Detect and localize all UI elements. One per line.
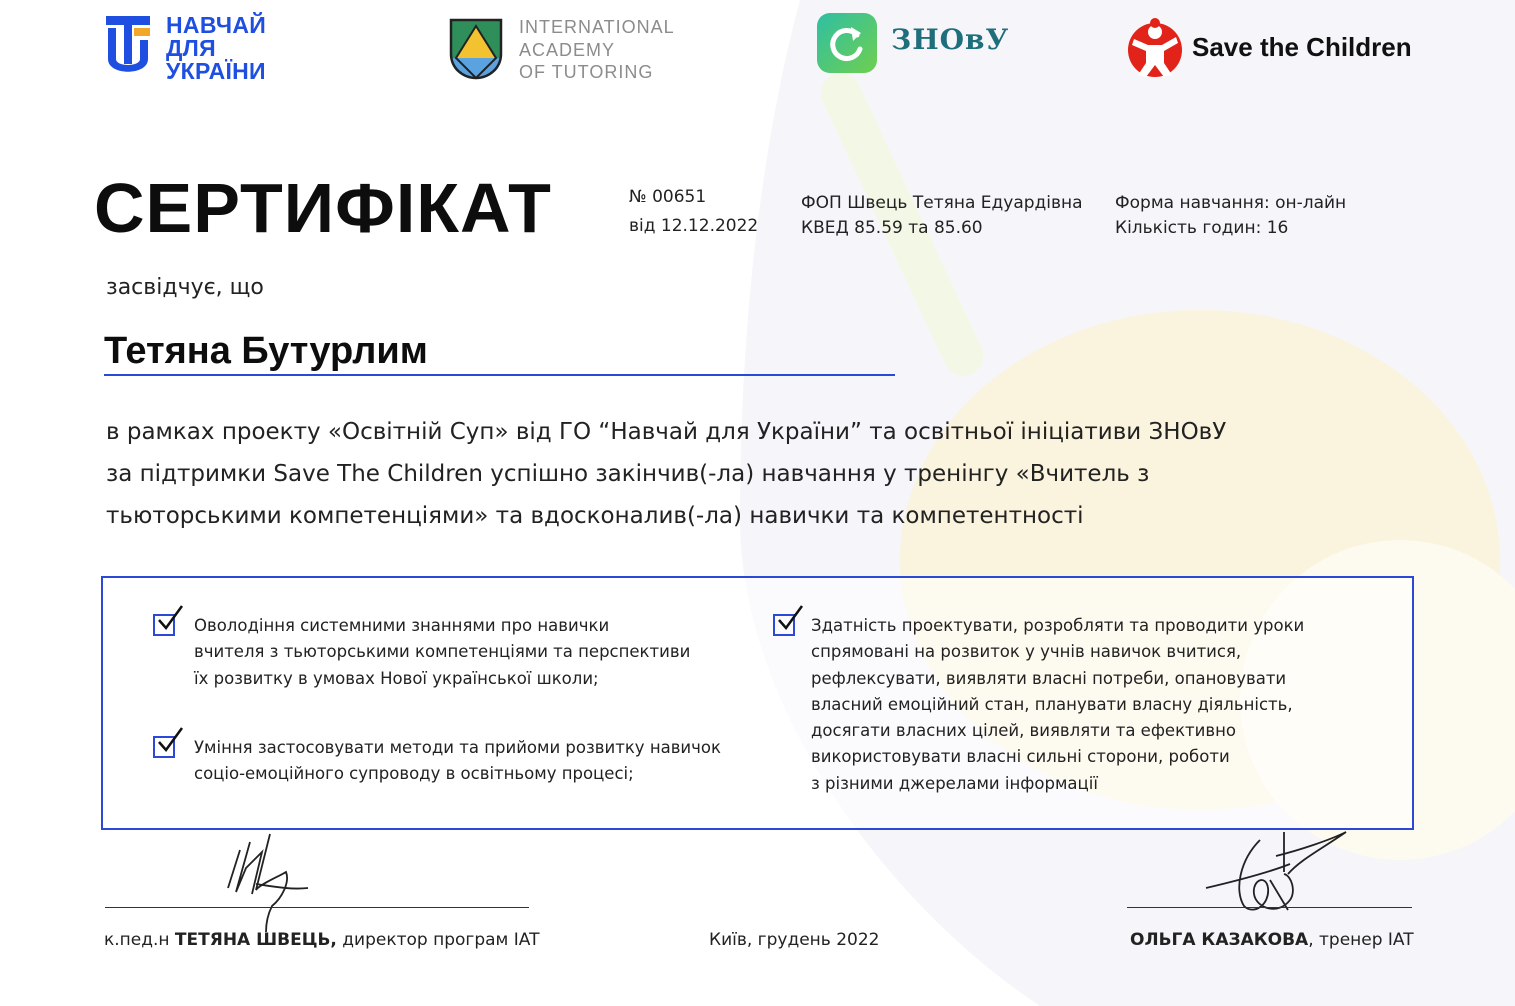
iat-line-1: INTERNATIONAL (519, 17, 675, 37)
signatory-left-name: ТЕТЯНА ШВЕЦЬ, (174, 930, 337, 950)
skill-left-1-line-3: їх розвитку в умовах Нової української школи; (194, 668, 599, 688)
skill-left-1-line-2: вчителя з тьюторськими компетенціями та перспективи (194, 642, 691, 662)
skill-right-1-line-3: рефлексувати, виявляти власні потреби, опановувати (811, 668, 1287, 688)
navchai-line-3: УКРАЇНИ (166, 58, 266, 84)
navchai-mark-icon (104, 14, 154, 84)
signatory-right (1130, 930, 1414, 950)
body-line-2: за підтримки Save The Children успішно закінчив(-ла) навчання у тренінгу «Вчитель з (106, 461, 1150, 487)
signatory-right-name: ОЛЬГА КАЗАКОВА (1130, 930, 1309, 950)
certificate-number-block (629, 185, 758, 239)
training-form: Форма навчання: он-лайн (1115, 193, 1347, 213)
checkmark-icon (155, 604, 185, 634)
kved: КВЕД 85.59 та 85.60 (801, 218, 983, 238)
skill-left-1-line-1: Оволодіння системними знаннями про навички (194, 616, 610, 635)
signatory-left-role: директор програм IAT (336, 930, 540, 950)
refresh-icon (817, 13, 879, 75)
fop-name: ФОП Швець Тетяна Едуардівна (801, 193, 1083, 213)
recipient-name: Тетяна Бутурлим (104, 330, 428, 372)
skill-left-1 (194, 613, 690, 692)
signatory-right-role: , тренер IAT (1308, 930, 1414, 950)
skill-left-2-line-2: соціо-емоційного супроводу в освітньому процесі; (194, 764, 634, 784)
navchai-line-2: ДЛЯ (166, 35, 216, 61)
certificate-title: СЕРТИФІКАТ (94, 169, 552, 247)
skill-checkbox-left-1 (153, 610, 175, 636)
signature-left (210, 828, 320, 936)
skill-left-2-line-1: Уміння застосовувати методи та прийоми розвитку навичок (194, 738, 721, 757)
child-figure-icon (1126, 17, 1184, 79)
training-hours: Кількість годин: 16 (1115, 218, 1289, 238)
place-date: Київ, грудень 2022 (709, 930, 880, 950)
skill-right-1-line-6: використовувати власні сильні сторони, роботи (811, 747, 1230, 767)
skill-checkbox-left-2 (153, 732, 175, 758)
save-the-children-wordmark: Save the Children (1192, 32, 1412, 62)
iat-line-3: OF TUTORING (519, 62, 654, 82)
certificate-number: № 00651 (629, 187, 707, 207)
signature-line-left (105, 907, 529, 908)
certificate-date: від 12.12.2022 (629, 216, 759, 236)
skill-right-1-line-5: досягати власних цілей, виявляти та ефективно (811, 721, 1236, 741)
skill-right-1-line-4: власний емоційний стан, планувати власну діяльність, (811, 694, 1293, 714)
fop-block (801, 191, 1083, 241)
navchai-line-1: НАВЧАЙ (166, 12, 267, 38)
iat-mark-icon (449, 18, 503, 80)
iat-line-2: ACADEMY (519, 39, 616, 60)
certificate-body (106, 411, 1226, 537)
znovu-wordmark: ЗНОвУ (891, 23, 1010, 56)
skill-right-1 (811, 613, 1304, 797)
signature-right (1200, 820, 1350, 920)
checkmark-icon (155, 726, 185, 756)
signature-line-right (1127, 907, 1412, 908)
body-line-1: в рамках проекту «Освітній Суп» від ГО “Навчай для України” та освітньої ініціативи ЗНОвУ (106, 419, 1227, 445)
certifies-text: засвідчує, що (106, 275, 264, 300)
skill-left-2 (194, 735, 721, 788)
skill-right-1-line-2: спрямовані на розвиток у учнів навичок вчитися, (811, 642, 1242, 662)
body-line-3: тьюторськими компетенціями» та вдосконалив(-ла) навички та компетентності (106, 503, 1084, 529)
signatory-left (104, 930, 540, 950)
skill-right-1-line-1: Здатність проектувати, розробляти та проводити уроки (811, 616, 1305, 635)
skill-right-1-line-7: з різними джерелами інформації (811, 773, 1098, 793)
recipient-underline (104, 374, 895, 376)
training-info-block (1115, 191, 1346, 241)
signatory-left-degree: к.пед.н (104, 930, 175, 950)
skill-checkbox-right-1 (773, 610, 795, 636)
checkmark-icon (775, 604, 805, 634)
